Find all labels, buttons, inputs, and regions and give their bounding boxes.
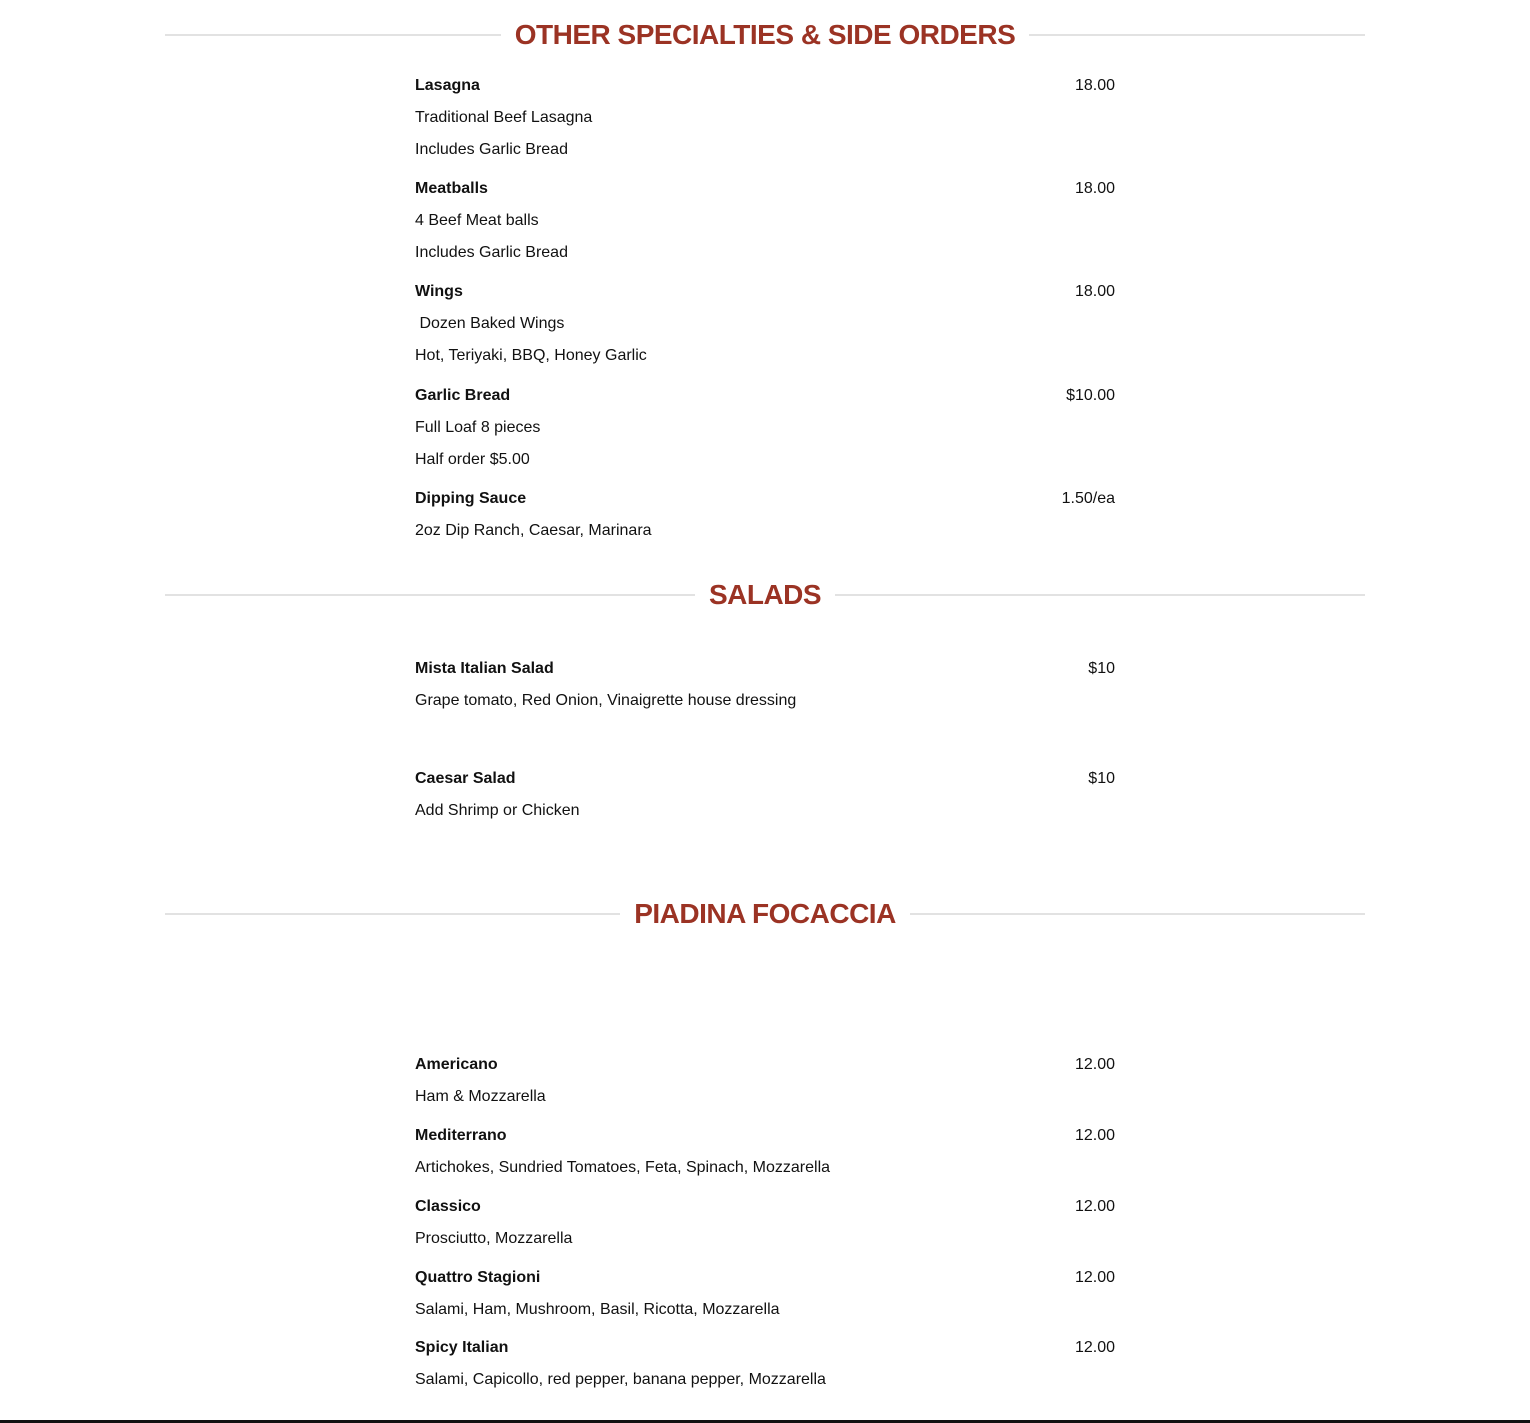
section-title-piadina: PIADINA FOCACCIA [634, 898, 896, 929]
item-price: $10 [1088, 660, 1115, 677]
item-description: Traditional Beef Lasagna [415, 109, 593, 126]
item-description: Ham & Mozzarella [415, 1088, 546, 1105]
item-description: Add Shrimp or Chicken [415, 802, 580, 819]
section-title-salads: SALADS [708, 579, 822, 610]
section-header-piadina [165, 894, 1365, 934]
item-description: Includes Garlic Bread [415, 244, 568, 261]
item-price: 18.00 [1074, 180, 1115, 197]
menu-item-quattro-stagioni [415, 1267, 1115, 1321]
item-price: 12.00 [1074, 1056, 1115, 1073]
divider-rule [165, 913, 620, 915]
item-name: Meatballs [415, 180, 488, 197]
divider-rule [165, 594, 695, 596]
item-price: 12.00 [1074, 1269, 1115, 1286]
item-name: Dipping Sauce [415, 490, 527, 507]
item-name: Garlic Bread [415, 387, 511, 404]
item-name: Mediterrano [415, 1127, 507, 1144]
item-price: $10.00 [1066, 387, 1115, 404]
item-price: 12.00 [1074, 1198, 1115, 1215]
menu-item-mediterrano [415, 1125, 1115, 1179]
item-price: 18.00 [1074, 77, 1115, 94]
menu-item-mista-italian-salad [415, 658, 1115, 712]
item-description: Prosciutto, Mozzarella [415, 1230, 573, 1247]
item-price: 1.50/ea [1061, 490, 1115, 507]
menu-item-spicy-italian [415, 1337, 1115, 1391]
item-name: Caesar Salad [415, 770, 516, 787]
menu-item-lasagna [415, 75, 1115, 161]
item-description: 4 Beef Meat balls [415, 212, 539, 229]
section-title-other: OTHER SPECIALTIES & SIDE ORDERS [514, 19, 1016, 50]
item-description: Half order $5.00 [415, 451, 530, 468]
menu-item-classico [415, 1196, 1115, 1250]
item-price: 12.00 [1074, 1339, 1115, 1356]
item-description: Salami, Ham, Mushroom, Basil, Ricotta, Mozzarella [415, 1301, 780, 1318]
item-name: Wings [415, 283, 463, 300]
section-header-salads [165, 575, 1365, 615]
item-description: Includes Garlic Bread [415, 141, 568, 158]
item-description: Artichokes, Sundried Tomatoes, Feta, Spinach, Mozzarella [415, 1159, 831, 1176]
item-description: Salami, Capicollo, red pepper, banana pepper, Mozzarella [415, 1371, 826, 1388]
item-description: Full Loaf 8 pieces [415, 419, 541, 436]
item-name: Spicy Italian [415, 1339, 509, 1356]
menu-item-meatballs [415, 178, 1115, 264]
item-description: Grape tomato, Red Onion, Vinaigrette house dressing [415, 692, 797, 709]
menu-item-garlic-bread [415, 385, 1115, 471]
item-description: Hot, Teriyaki, BBQ, Honey Garlic [415, 347, 647, 364]
item-price: 18.00 [1074, 283, 1115, 300]
menu-item-dipping-sauce [415, 488, 1115, 542]
divider-rule [835, 594, 1365, 596]
menu-item-americano [415, 1054, 1115, 1108]
menu-item-caesar-salad [415, 768, 1115, 822]
item-price: $10 [1088, 770, 1115, 787]
item-description: Dozen Baked Wings [415, 315, 565, 332]
divider-rule [165, 34, 501, 36]
item-description: 2oz Dip Ranch, Caesar, Marinara [415, 522, 652, 539]
divider-rule [1029, 34, 1365, 36]
menu-item-wings [415, 281, 1115, 367]
divider-rule [910, 913, 1365, 915]
item-name: Mista Italian Salad [415, 660, 554, 677]
item-name: Classico [415, 1198, 481, 1215]
item-price: 12.00 [1074, 1127, 1115, 1144]
item-name: Quattro Stagioni [415, 1269, 541, 1286]
item-name: Americano [415, 1056, 498, 1073]
section-header-other [165, 15, 1365, 55]
item-name: Lasagna [415, 77, 480, 94]
